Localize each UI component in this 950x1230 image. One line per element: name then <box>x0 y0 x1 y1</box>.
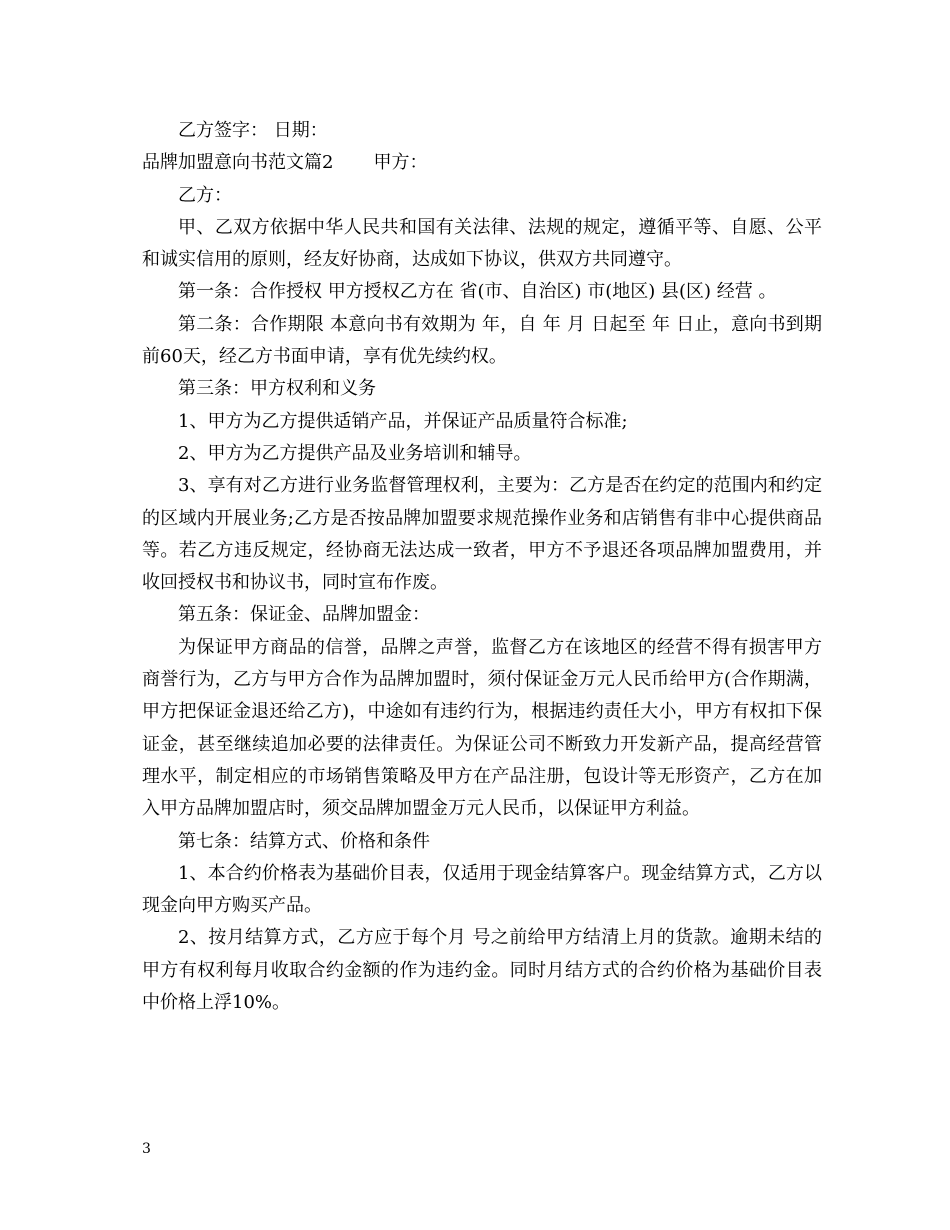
paragraph-article-3-item-1: 1、甲方为乙方提供适销产品，并保证产品质量符合标准; <box>178 410 628 432</box>
paragraph-title-line <box>142 147 822 179</box>
paragraph-article-7-item-1: 1、本合约价格表为基础价目表，仅适用于现金结算客户。现金结算方式，乙方以现金向甲方购买产品。 <box>142 862 822 917</box>
paragraph-article-2: 第二条：合作期限 本意向书有效期为 年，自 年 月 日起至 年 日止，意向书到期前60天，经乙方书面申请，享有优先续约权。 <box>142 313 822 368</box>
paragraph-preamble: 甲、乙双方依据中华人民共和国有关法律、法规的规定，遵循平等、自愿、公平和诚实信用的原则，经友好协商，达成如下协议，供双方共同遵守。 <box>142 216 822 271</box>
paragraph-signature: 乙方签字： 日期： <box>178 120 328 141</box>
page-number: 3 <box>142 1141 151 1157</box>
paragraph-party-b: 乙方： <box>178 184 232 206</box>
paragraph-article-7-item-2: 2、按月结算方式，乙方应于每个月 号之前给甲方结清上月的货款。逾期未结的甲方有权利每月收取合约金额的作为违约金。同时月结方式的合约价格为基础价目表中价格上浮10%。 <box>142 927 822 1014</box>
paragraph-article-3-heading: 第三条：甲方权利和义务 <box>178 378 376 400</box>
paragraph-article-3-item-3: 3、享有对乙方进行业务监督管理权利，主要为：乙方是否在约定的范围内和约定的区域内开展业务;乙方是否按品牌加盟要求规范操作业务和店销售有非中心提供商品等。若乙方违反规定，经协商无法达成一致者，甲方不予退还各项品牌加盟费用，并收回授权书和协议书，同时宣布作废。 <box>142 475 822 594</box>
paragraph-article-5-heading: 第五条：保证金、品牌加盟金： <box>178 604 430 626</box>
paragraph-article-3-item-2: 2、甲方为乙方提供产品及业务培训和辅导。 <box>178 442 532 464</box>
party-a-label: 甲方： <box>373 152 428 174</box>
document-body <box>142 115 822 1019</box>
paragraph-article-1: 第一条：合作授权 甲方授权乙方在 省(市、自治区) 市(地区) 县(区) 经营 。 <box>178 281 777 303</box>
paragraph-article-5-body: 为保证甲方商品的信誉，品牌之声誉，监督乙方在该地区的经营不得有损害甲方商誉行为，乙方与甲方合作为品牌加盟时，须付保证金万元人民币给甲方(合作期满，甲方把保证金退还给乙方)，中途如有违约行为，根据违约责任大小，甲方有权扣下保证金，甚至继续追加必要的法律责任。为保证公司不断致力开发新产品，提高经营管理水平，制定相应的市场销售策略及甲方在产品注册，包设计等无形资产，乙方在加入甲方品牌加盟店时，须交品牌加盟金万元人民币，以保证甲方利益。 <box>142 636 822 820</box>
section-title: 品牌加盟意向书范文篇2 <box>142 152 334 174</box>
paragraph-article-7-heading: 第七条：结算方式、价格和条件 <box>178 830 430 852</box>
